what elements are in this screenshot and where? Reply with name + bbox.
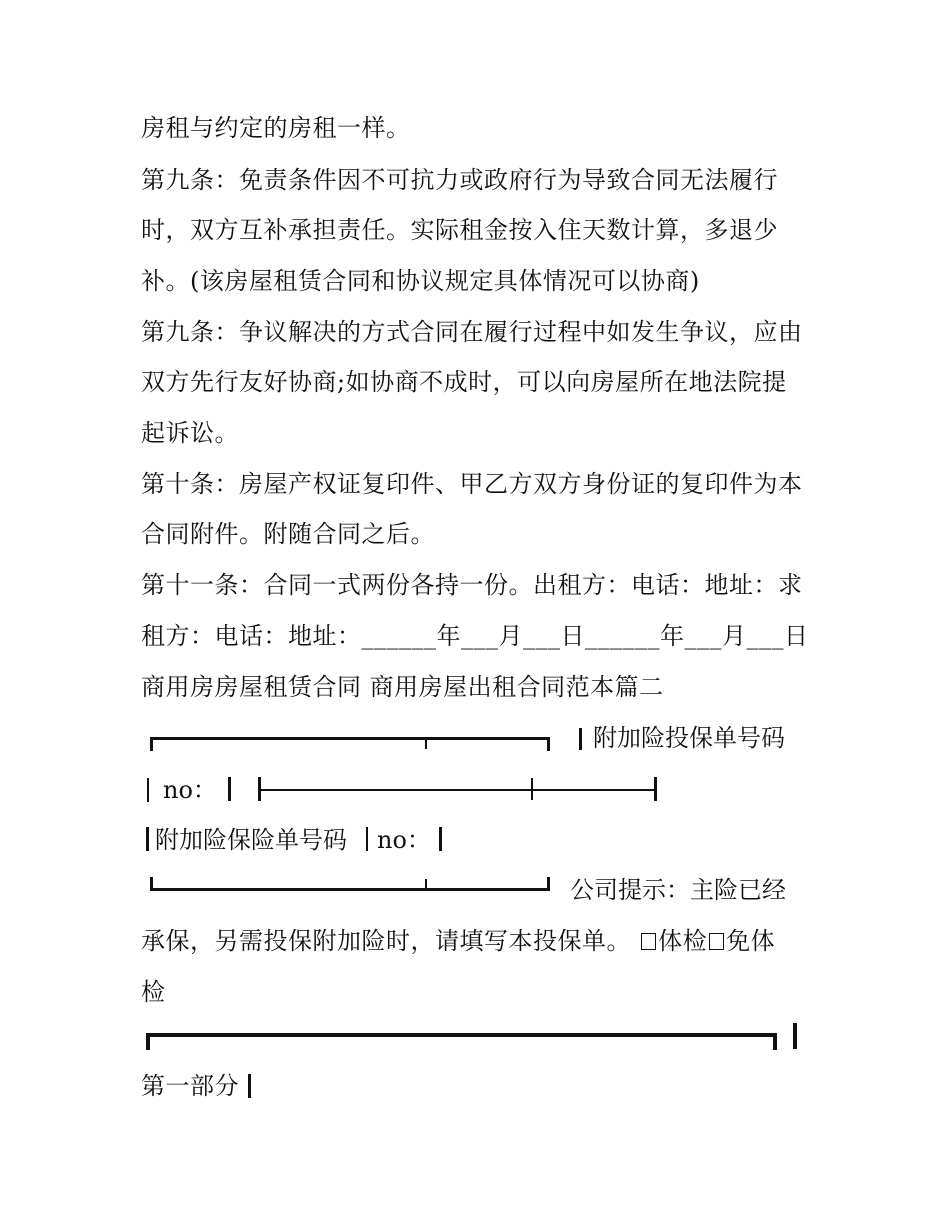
article-11-line-2: 租方：电话：地址：______年___月___日______年___月___日 (141, 622, 809, 650)
form-top-right-corner (547, 737, 550, 751)
form-left-edge-row2 (147, 778, 149, 802)
company-notice-line-2 (141, 926, 775, 956)
form-middle-cross (531, 778, 533, 800)
option-no-medical-exam-label: 免体 (726, 927, 776, 955)
checkbox-no-medical-exam[interactable] (709, 933, 724, 950)
form-bottom-right-corner (547, 877, 550, 891)
article-9-dispute-line-3: 起诉讼。 (141, 419, 239, 447)
company-notice-text: 承保，另需投保附加险时，请填写本投保单。 (141, 927, 631, 955)
additional-policy-number-label: 附加险保险单号码 (155, 826, 347, 854)
application-no-label: no： (163, 776, 217, 804)
part-one-heading (141, 1071, 239, 1101)
article-10-line-1: 第十条：房屋产权证复印件、甲乙方双方身份证的复印件为本 (141, 470, 803, 498)
form-bottom-border (150, 888, 550, 891)
article-11-line-1: 第十一条：合同一式两份各持一份。出租方：电话：地址：求 (141, 571, 803, 599)
section-rule-end-bar (793, 1023, 797, 1049)
form-left-edge-row3 (146, 827, 149, 851)
section-heavy-rule (146, 1033, 777, 1037)
section-heading-part-two: 商用房房屋租赁合同 商用房屋出租合同范本篇二 (141, 673, 664, 701)
form-divider-bar-2 (228, 777, 231, 801)
section-rule-right-corner (773, 1033, 777, 1050)
form-divider-bar-4 (439, 827, 442, 851)
company-notice-line-1: 公司提示：主险已经 (570, 876, 786, 904)
form-mid-right-edge (654, 777, 657, 801)
form-middle-rule (258, 789, 656, 791)
article-9-exemption-line-2: 时，双方互补承担责任。实际租金按入住天数计算，多退少 (141, 216, 778, 244)
option-medical-exam-label: 体检 (658, 927, 708, 955)
article-9-dispute-line-1: 第九条：争议解决的方式合同在履行过程中如发生争议，应由 (141, 318, 803, 346)
part-one-title: 第一部分 (141, 1072, 239, 1100)
article-9-dispute-line-2: 双方先行友好协商;如协商不成时，可以向房屋所在地法院提 (141, 368, 787, 396)
form-top-border (150, 737, 550, 740)
article-10-line-2: 合同附件。附随合同之后。 (141, 520, 435, 548)
form-top-left-corner (150, 737, 153, 751)
form-top-mid-tick (425, 737, 427, 749)
company-notice-line-3: 检 (141, 978, 166, 1006)
policy-no-label: no： (377, 826, 431, 854)
article-9-exemption-line-1: 第九条：免责条件因不可抗力或政府行为导致合同无法履行 (141, 166, 778, 194)
additional-application-number-label: 附加险投保单号码 (593, 724, 785, 752)
article-9-exemption-line-3: 补。(该房屋租赁合同和协议规定具体情况可以协商) (141, 267, 700, 295)
paragraph-rent-same: 房租与约定的房租一样。 (141, 114, 411, 142)
part-one-bar (248, 1074, 251, 1098)
checkbox-medical-exam[interactable] (641, 933, 656, 950)
form-divider-bar-1 (579, 728, 582, 750)
form-divider-bar-3 (366, 827, 368, 851)
form-bottom-mid-tick (425, 879, 427, 890)
